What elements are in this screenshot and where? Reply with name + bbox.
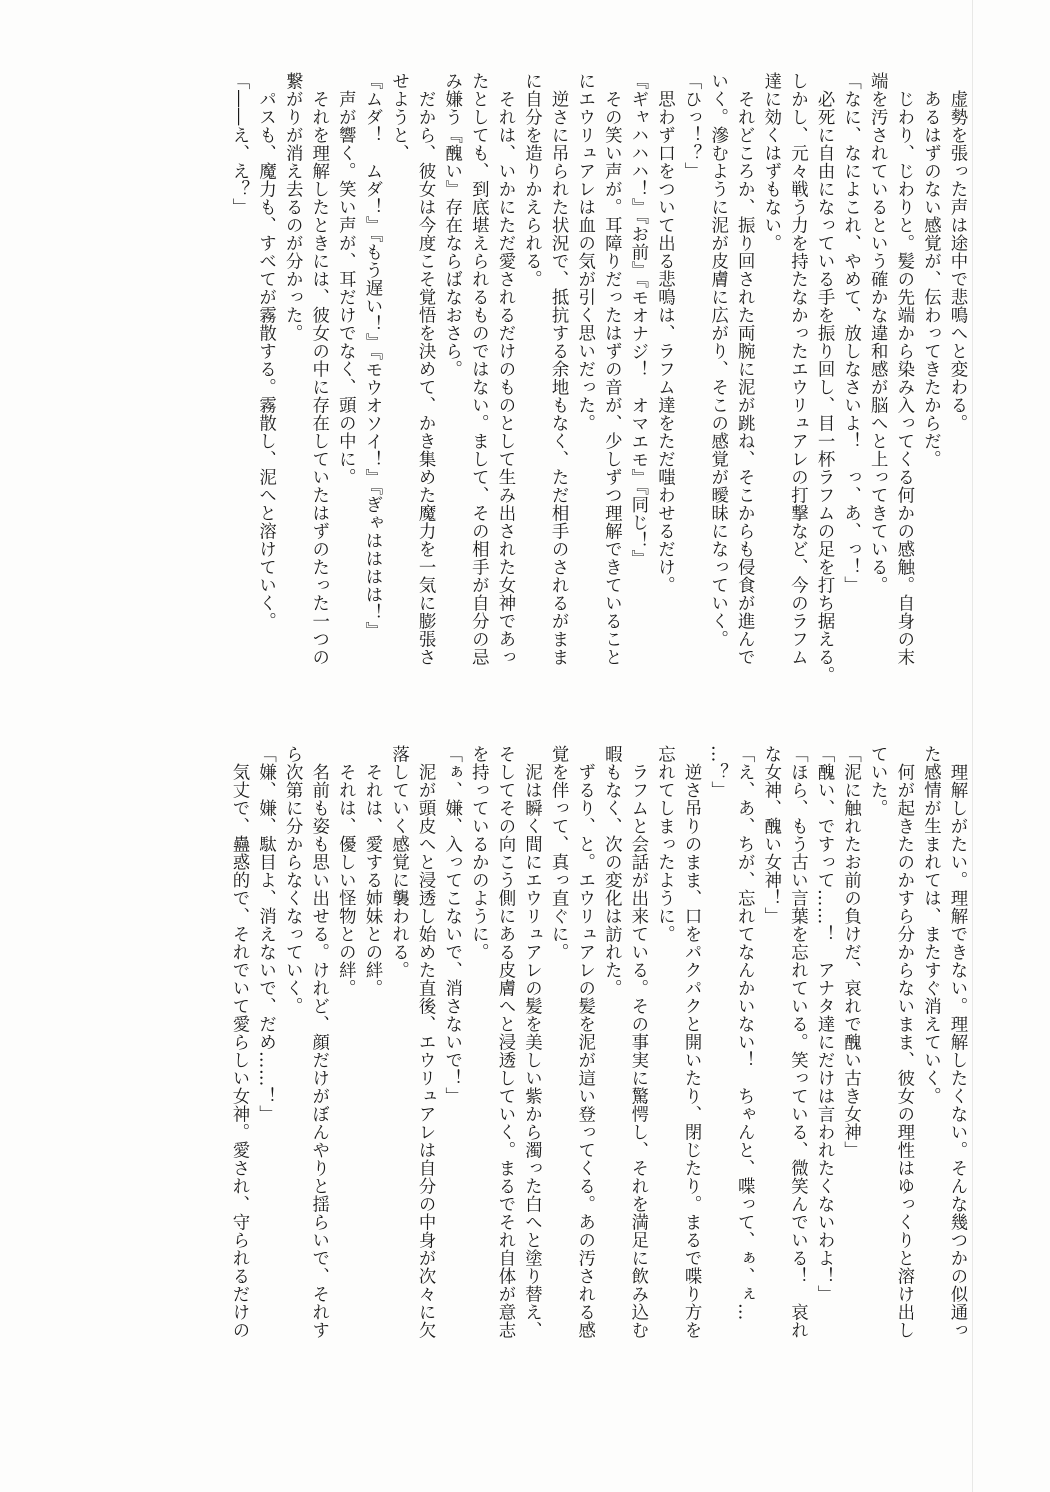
lower-line-1: 理解しがたい。理解できない。理解したくない。そんな幾つかの似通っ xyxy=(947,745,967,1339)
lower-line-15: ずるり、と。エウリュアレの髪を泥が這い登ってくる。あの汚される感 xyxy=(574,745,595,1339)
upper-line-3: じわり、じわりと。髪の先端から染み入ってくる何かの感触。自身の末 xyxy=(893,72,914,666)
lower-line-17: 泥は瞬く間にエウリュアレの髪を美しい紫から濁った白へと塗り替え、 xyxy=(521,745,542,1339)
lower-line-8: な女神、醜い女神！」 xyxy=(760,745,781,925)
lower-text-block xyxy=(225,745,970,1425)
lower-line-20: 「ぁ、嫌、入ってこないで、消さないで！」 xyxy=(441,745,462,1105)
lower-line-24: それは、優しい怪物との絆。 xyxy=(335,745,356,997)
upper-line-22: せようと、 xyxy=(388,72,409,162)
lower-line-26: ら次第に分からなくなっていく。 xyxy=(282,745,303,1015)
upper-line-11: 「ひっ！？」 xyxy=(681,72,702,180)
lower-line-25: 名前も姿も思い出せる。けれど、顔だけがぼんやりと揺らいで、それす xyxy=(308,745,329,1339)
lower-line-7: 「ほら、もう古い言葉を忘れている。笑っている、微笑んでいる！ 哀れ xyxy=(787,745,808,1339)
upper-line-25: それを理解したときには、彼女の中に存在していたはずのたった一つの xyxy=(308,72,329,666)
upper-line-27: パスも、魔力も、すべてが霧散する。霧散し、泥へと溶けていく。 xyxy=(255,72,276,630)
upper-line-15: にエウリュアレは血の気が引く思いだった。 xyxy=(574,72,595,432)
lower-line-3: 何が起きたのかすら分からないまま、彼女の理性はゆっくりと溶け出し xyxy=(893,745,914,1339)
upper-line-7: しかし、元々戦う力を持たなかったエウリュアレの打撃など、今のラフム xyxy=(787,72,808,666)
lower-line-28: 気丈で、蠱惑的で、それでいて愛らしい女神。愛され、守られるだけの xyxy=(228,745,249,1339)
lower-line-13: ラフムと会話が出来ている。その事実に驚愕し、それを満足に飲み込む xyxy=(627,745,648,1339)
upper-line-9: それどころか、振り回された両腕に泥が跳ね、そこからも侵食が進んで xyxy=(734,72,755,666)
lower-line-16: 覚を伴って、真っ直ぐに。 xyxy=(548,745,569,961)
lower-line-14: 暇もなく、次の変化は訪れた。 xyxy=(601,745,622,997)
upper-line-6: 必死に自由になっている手を振り回し、目一杯ラフムの足を打ち据える。 xyxy=(814,72,835,684)
upper-line-26: 繋がりが消え去るのが分かった。 xyxy=(282,72,303,342)
lower-line-22: 落していく感覚に襲われる。 xyxy=(388,745,409,979)
upper-text-block xyxy=(225,72,970,682)
upper-line-23: 『ムダ！ ムダ！』『もう遅い！』『モウオソイ！』『ぎゃはははは！』 xyxy=(361,72,382,640)
upper-line-4: 端を汚されているという確かな違和感が脳へと上ってきている。 xyxy=(867,72,888,594)
lower-line-4: ていた。 xyxy=(867,745,888,817)
lower-line-11: 逆さ吊りのまま、口をパクパクと開いたり、閉じたり。まるで喋り方を xyxy=(681,745,702,1339)
lower-line-2: た感情が生まれては、またすぐ消えていく。 xyxy=(920,745,941,1105)
upper-line-17: に自分を造りかえられる。 xyxy=(521,72,542,288)
lower-line-27: 「嫌、嫌、駄目よ、消えないで、だめ……！」 xyxy=(255,745,276,1123)
lower-line-23: それは、愛する姉妹との絆。 xyxy=(361,745,382,997)
lower-line-10: …？」 xyxy=(707,745,728,799)
lower-line-6: 「醜い、ですって……！ アナタ達にだけは言われたくないわよ！」 xyxy=(814,745,835,1303)
upper-line-16: 逆さに吊られた状況で、抵抗する余地もなく、ただ相手のされるがまま xyxy=(548,72,569,666)
upper-line-24: 声が響く。笑い声が、耳だけでなく、頭の中に。 xyxy=(335,72,356,486)
upper-line-18: それは、いかにただ愛されるだけのものとして生み出された女神であっ xyxy=(494,72,515,666)
upper-line-10: いく。滲むように泥が皮膚に広がり、そこの感覚が曖昧になっていく。 xyxy=(707,72,728,648)
lower-line-5: 「泥に触れたお前の負けだ、哀れで醜い古き女神」 xyxy=(840,745,861,1159)
lower-line-9: 「え、あ、ちが、忘れてなんかいない！ ちゃんと、喋って、ぁ、ぇ… xyxy=(734,745,755,1321)
upper-line-20: み嫌う『醜い』存在ならばなおさら。 xyxy=(441,72,462,378)
page-edge-divider xyxy=(972,0,973,1492)
upper-line-28: 「――え、え？」 xyxy=(228,72,249,216)
lower-line-19: を持っているかのように。 xyxy=(468,745,489,961)
upper-line-19: たとしても、到底堪えられるものではない。まして、その相手が自分の忌 xyxy=(468,72,489,666)
upper-line-21: だから、彼女は今度こそ覚悟を決めて、かき集めた魔力を一気に膨張さ xyxy=(415,72,436,666)
upper-line-13: 『ギャハハハ！』『お前』『モオナジ！ オマエモ』『同じ！』 xyxy=(627,72,648,568)
upper-line-8: 達に効くはずもない。 xyxy=(760,72,781,252)
lower-line-12: 忘れてしまったように。 xyxy=(654,745,675,943)
lower-line-18: そしてその向こう側にある皮膚へと浸透していく。まるでそれ自体が意志 xyxy=(494,745,515,1339)
upper-line-12: 思わず口をついて出る悲鳴は、ラフム達をただ嗤わせるだけ。 xyxy=(654,72,675,594)
lower-line-21: 泥が頭皮へと浸透し始めた直後、エウリュアレは自分の中身が次々に欠 xyxy=(415,745,436,1339)
upper-line-14: その笑い声が。耳障りだったはずの音が、少しずつ理解できていること xyxy=(601,72,622,666)
upper-line-2: あるはずのない感覚が、伝わってきたからだ。 xyxy=(920,72,941,468)
upper-line-5: 「なに、なによこれ、やめて、放しなさいよ！ っ、あ、っ！」 xyxy=(840,72,861,594)
upper-line-1: 虚勢を張った声は途中で悲鳴へと変わる。 xyxy=(947,72,967,432)
